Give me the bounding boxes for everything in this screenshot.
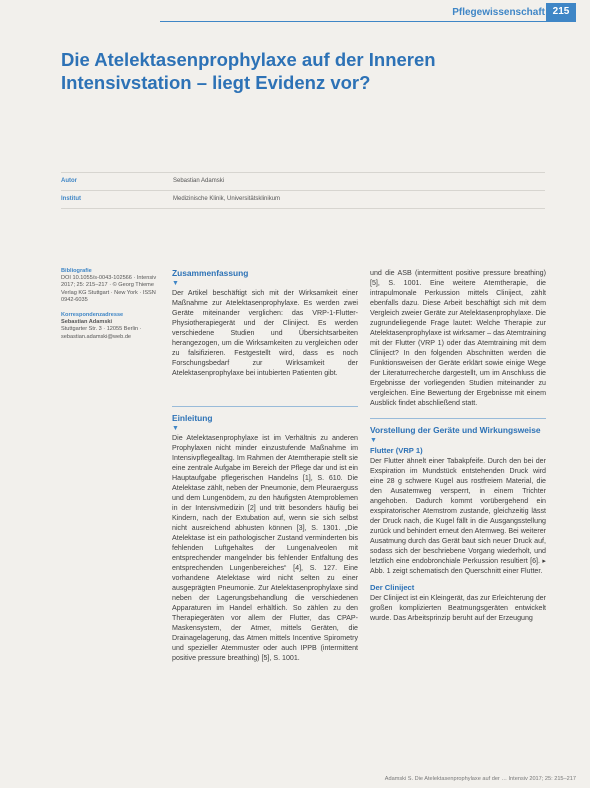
device-heading: Vorstellung der Geräte und Wirkungsweise	[370, 425, 541, 435]
meta-institute-label: Institut	[61, 196, 81, 202]
header-rule	[160, 21, 576, 22]
summary-heading: Zusammenfassung	[172, 268, 249, 278]
arrow-down-icon: ▼	[172, 280, 179, 287]
intro-text: Die Atelektasenprophylaxe ist im Verhältnis zu anderen Prophylaxen nicht minder einzustufende Maßnahme im Intensivpflegealltag. Im Rahmen der Atemtherapie stellt sie eine zentrale Aufgabe im Bereich der Pflege dar und ist ein Hauptaufgabe pflegerischen Handelns [1], S. 610. Die Atelektase zählt, neben der Pneumonie, dem Pleuraerguss und dem Lungenödem, zu den häufigsten Atemproblemen in der Intensivmedizin [2] und tritt besonders häufig bei Kindern, nach der Extubation auf, wenn sie sich selbst nicht ausreichend abhusten können [3], S. 1301. „Die Atelektase ist ein pathologischer Zustand verminderten bis fehlenden Luftgehaltes der Lungenalveolen mit entsprechender mangelnder bis fehlender Entfaltung des entsprechenden Lungenbereiches“ [4], S. 127. Eine vorhandene Atelektase wird nicht selten zu einer ausgeprägten Pneumonie. Zur Atelektasenprophylaxe sind neben der Lagerungsbehandlung die verschiedenen Apparaturen im Handel erhältlich. So zählen zu den Therapiegeräten vor allem der Flutter, das CPAP-Maskensystem, der Atmer, mittels Geräten, die Drainagelagerung, das Atmen mittels Incentive Spirometry und spezieller Atemmuster oder auch IPPB (intermittent positive pressure breathing) [5], S. 1001.	[172, 434, 358, 662]
page-number: 215	[546, 3, 576, 21]
arrow-down-icon: ▼	[172, 425, 179, 432]
flutter-text: Der Flutter ähnelt einer Tabakpfeife. Durch den bei der Exspiration im Mundstück entstehenden Druck wird eine 28 g schwere Kugel aus rostfreiem Material, die den Ausatemweg versperrt, in einem Trichter angehoben. Dadurch kommt vorübergehend ein exspiratorischer Atemstrom zustande, gleichzeitig lässt der Druck nach, die Kugel fällt in die Ausgangsstellung zurück und behindert erneut den Atemweg. Bei weiterer Ausatmung durch das Gerät baut sich neuer Druck auf, sodass sich der beschriebene Vorgang wiederholt, und letztlich eine endobronchiale Perkussion resultiert [6]. ▸ Abb. 1 zeigt schematisch den Querschnitt einer Flutter.	[370, 457, 546, 575]
page-footer: Adamski S. Die Atelektasenprophylaxe auf der … Intensiv 2017; 25: 215–217	[384, 776, 576, 782]
meta-author-label: Autor	[61, 178, 77, 184]
column-left	[172, 268, 358, 776]
column-right	[370, 268, 546, 776]
meta-author-value: Sebastian Adamski	[173, 178, 225, 184]
meta-divider	[61, 190, 545, 191]
biblio-label: Bibliografie	[61, 268, 92, 274]
cliniject-heading: Der Cliniject	[370, 583, 415, 592]
section-label: Pflegewissenschaft	[452, 7, 545, 18]
meta-divider	[61, 172, 545, 173]
section-divider	[370, 418, 546, 419]
continued-text: und die ASB (intermittent positive pressure breathing) [5], S. 1001. Eine weitere Atemtherapie, die intrapulmonale Perkussion mittels Cliniject, zählt ebenfalls dazu. Diese Arbeit beschäftigt sich mit dem Vergleich zweier Geräte zur Atelektasenprophylaxe. Die zugrundeliegende Frage lautet: Welche Therapie zur Atelektasenprophylaxe ist wirksamer – das Atemtraining mit der Flutter (VRP 1) oder das Atemtraining mit dem Cliniject? In den folgenden Abschnitten werden die Funktionsweisen der Geräte erklärt sowie einige Wege der Literaturrecherche dargestellt, um im Anschluss die Ergebnisse der vorliegenden Studien miteinander zu vergleichen. Eine Bewertung der Ergebnisse mit einem Ausblick findet abschließend statt.	[370, 269, 546, 407]
biblio-text: DOI 10.1055/s-0043-102566 · Intensiv 2017; 25: 215–217 · © Georg Thieme Verlag KG Stuttgart · New York · ISSN 0942-6035	[61, 275, 157, 303]
meta-institute-value: Medizinische Klinik, Universitätsklinikum	[173, 196, 281, 202]
sidebar-info	[61, 268, 161, 349]
arrow-down-icon: ▼	[370, 437, 377, 444]
cliniject-text: Der Cliniject ist ein Kleingerät, das zur Erleichterung der großen komplizierten Beatmungsgeräten entwickelt wurde. Das Arbeitsprinzip beruht auf der Erzeugung	[370, 594, 546, 622]
contact-text: Stuttgarter Str. 3 · 12055 Berlin · sebastian.adamski@web.de	[61, 326, 142, 340]
intro-heading: Einleitung	[172, 413, 213, 423]
contact-name: Sebastian Adamski	[61, 319, 113, 326]
summary-text: Der Artikel beschäftigt sich mit der Wirksamkeit einer Maßnahme zur Atelektasenprophylaxe. Es werden zwei Geräte miteinander verglichen: das VRP-1-Flutter-Physiotherapiegerät und der Cliniject. Es werden verschiedene Studien und Übersichtsarbeiten herangezogen, um die Wirksamkeiten zu vergleichen oder zu falsifizieren. Festgestellt wird, dass es noch Forschungsbedarf zur Wirksamkeit der Atelektasenprophylaxe bei intubierten Patienten gibt.	[172, 289, 358, 377]
section-divider	[172, 406, 358, 407]
article-title: Die Atelektasenprophylaxe auf der Inneren Intensivstation – liegt Evidenz vor?	[61, 49, 436, 93]
flutter-heading: Flutter (VRP 1)	[370, 446, 423, 455]
meta-divider	[61, 208, 545, 209]
contact-label: Korrespondenzadresse	[61, 312, 124, 319]
